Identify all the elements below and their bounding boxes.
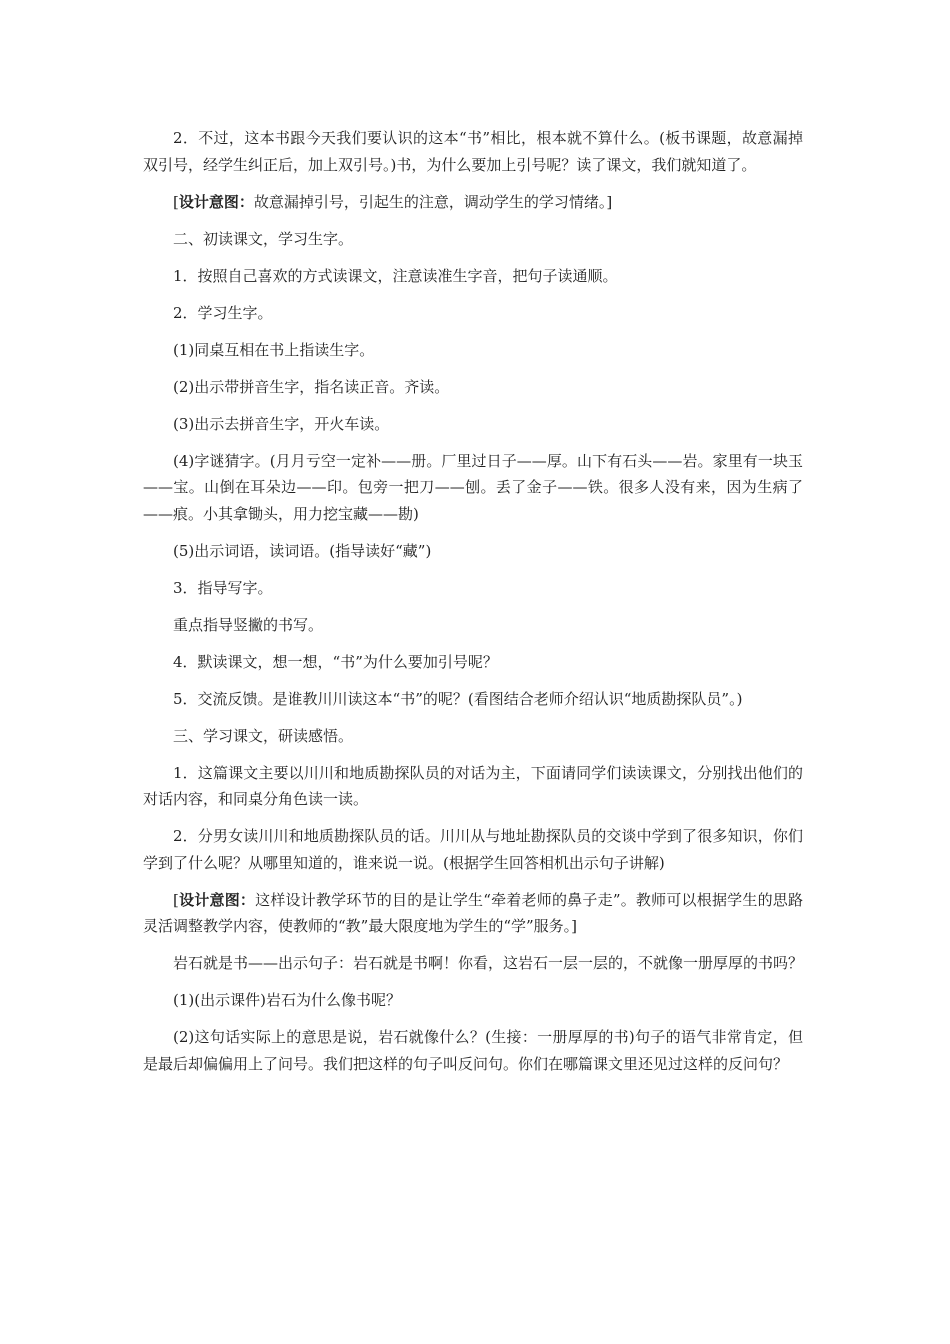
paragraph: 1．这篇课文主要以川川和地质勘探队员的对话为主，下面请同学们读读课文，分别找出他们的对话内容，和同桌分角色读一读。 bbox=[143, 763, 803, 808]
document-body bbox=[143, 125, 803, 1088]
design-intent-text: 故意漏掉引号，引起生的注意，调动学生的学习情绪。] bbox=[253, 192, 613, 211]
paragraph: (1)(出示课件)岩石为什么像书呢？ bbox=[173, 991, 401, 1009]
paragraph: (5)出示词语，读词语。(指导读好“藏”) bbox=[173, 541, 432, 560]
paragraph: (2)出示带拼音生字，指名读正音。齐读。 bbox=[173, 377, 450, 396]
bracket-open: [ bbox=[173, 890, 179, 909]
paragraph: 4．默读课文，想一想，“书”为什么要加引号呢？ bbox=[173, 652, 498, 671]
design-intent-note bbox=[143, 189, 803, 216]
paragraph: 1．按照自己喜欢的方式读课文，注意读准生字音，把句子读通顺。 bbox=[173, 266, 618, 285]
section-heading: 二、初读课文，学习生字。 bbox=[173, 229, 354, 248]
paragraph: 2．分男女读川川和地质勘探队员的话。川川从与地址勘探队员的交谈中学到了很多知识，你们学到了什么呢？从哪里知道的，谁来说一说。(根据学生回答相机出示句子讲解) bbox=[143, 827, 803, 872]
paragraph: (3)出示去拼音生字，开火车读。 bbox=[173, 414, 390, 433]
bracket-open: [ bbox=[173, 192, 179, 211]
paragraph: (4)字谜猜字。(月月亏空一定补——册。厂里过日子——厚。山下有石头——岩。家里有一块玉——宝。山倒在耳朵边——印。包旁一把刀——刨。丢了金子——铁。很多人没有来，因为生病了——痕。小其拿锄头，用力挖宝藏——勘) bbox=[143, 451, 803, 523]
paragraph: 岩石就是书——出示句子：岩石就是书啊！你看，这岩石一层一层的，不就像一册厚厚的书吗？ bbox=[173, 954, 804, 972]
paragraph: 5．交流反馈。是谁教川川读这本“书”的呢？(看图结合老师介绍认识“地质勘探队员”。) bbox=[173, 689, 743, 708]
paragraph: 2．不过，这本书跟今天我们要认识的这本“书”相比，根本就不算什么。(板书课题，故意漏掉双引号，经学生纠正后，加上双引号。)书，为什么要加上引号呢？读了课文，我们就知道了。 bbox=[143, 129, 803, 174]
paragraph: 重点指导竖撇的书写。 bbox=[173, 615, 324, 634]
design-intent-label: 设计意图： bbox=[178, 890, 256, 909]
paragraph: 3．指导写字。 bbox=[173, 578, 273, 597]
paragraph: 2．学习生字。 bbox=[173, 303, 273, 322]
section-heading: 三、学习课文，研读感悟。 bbox=[173, 726, 354, 745]
paragraph: (1)同桌互相在书上指读生字。 bbox=[173, 340, 375, 359]
design-intent-note bbox=[143, 887, 803, 940]
design-intent-text: 这样设计教学环节的目的是让学生“牵着老师的鼻子走”。教师可以根据学生的思路灵活调整教学内容，使教师的“教”最大限度地为学生的“学”服务。] bbox=[143, 890, 803, 935]
design-intent-label: 设计意图： bbox=[178, 192, 254, 211]
paragraph: (2)这句话实际上的意思是说，岩石就像什么？(生接：一册厚厚的书)句子的语气非常肯定，但是最后却偏偏用上了问号。我们把这样的句子叫反问句。你们在哪篇课文里还见过这样的反问句？ bbox=[143, 1028, 803, 1073]
